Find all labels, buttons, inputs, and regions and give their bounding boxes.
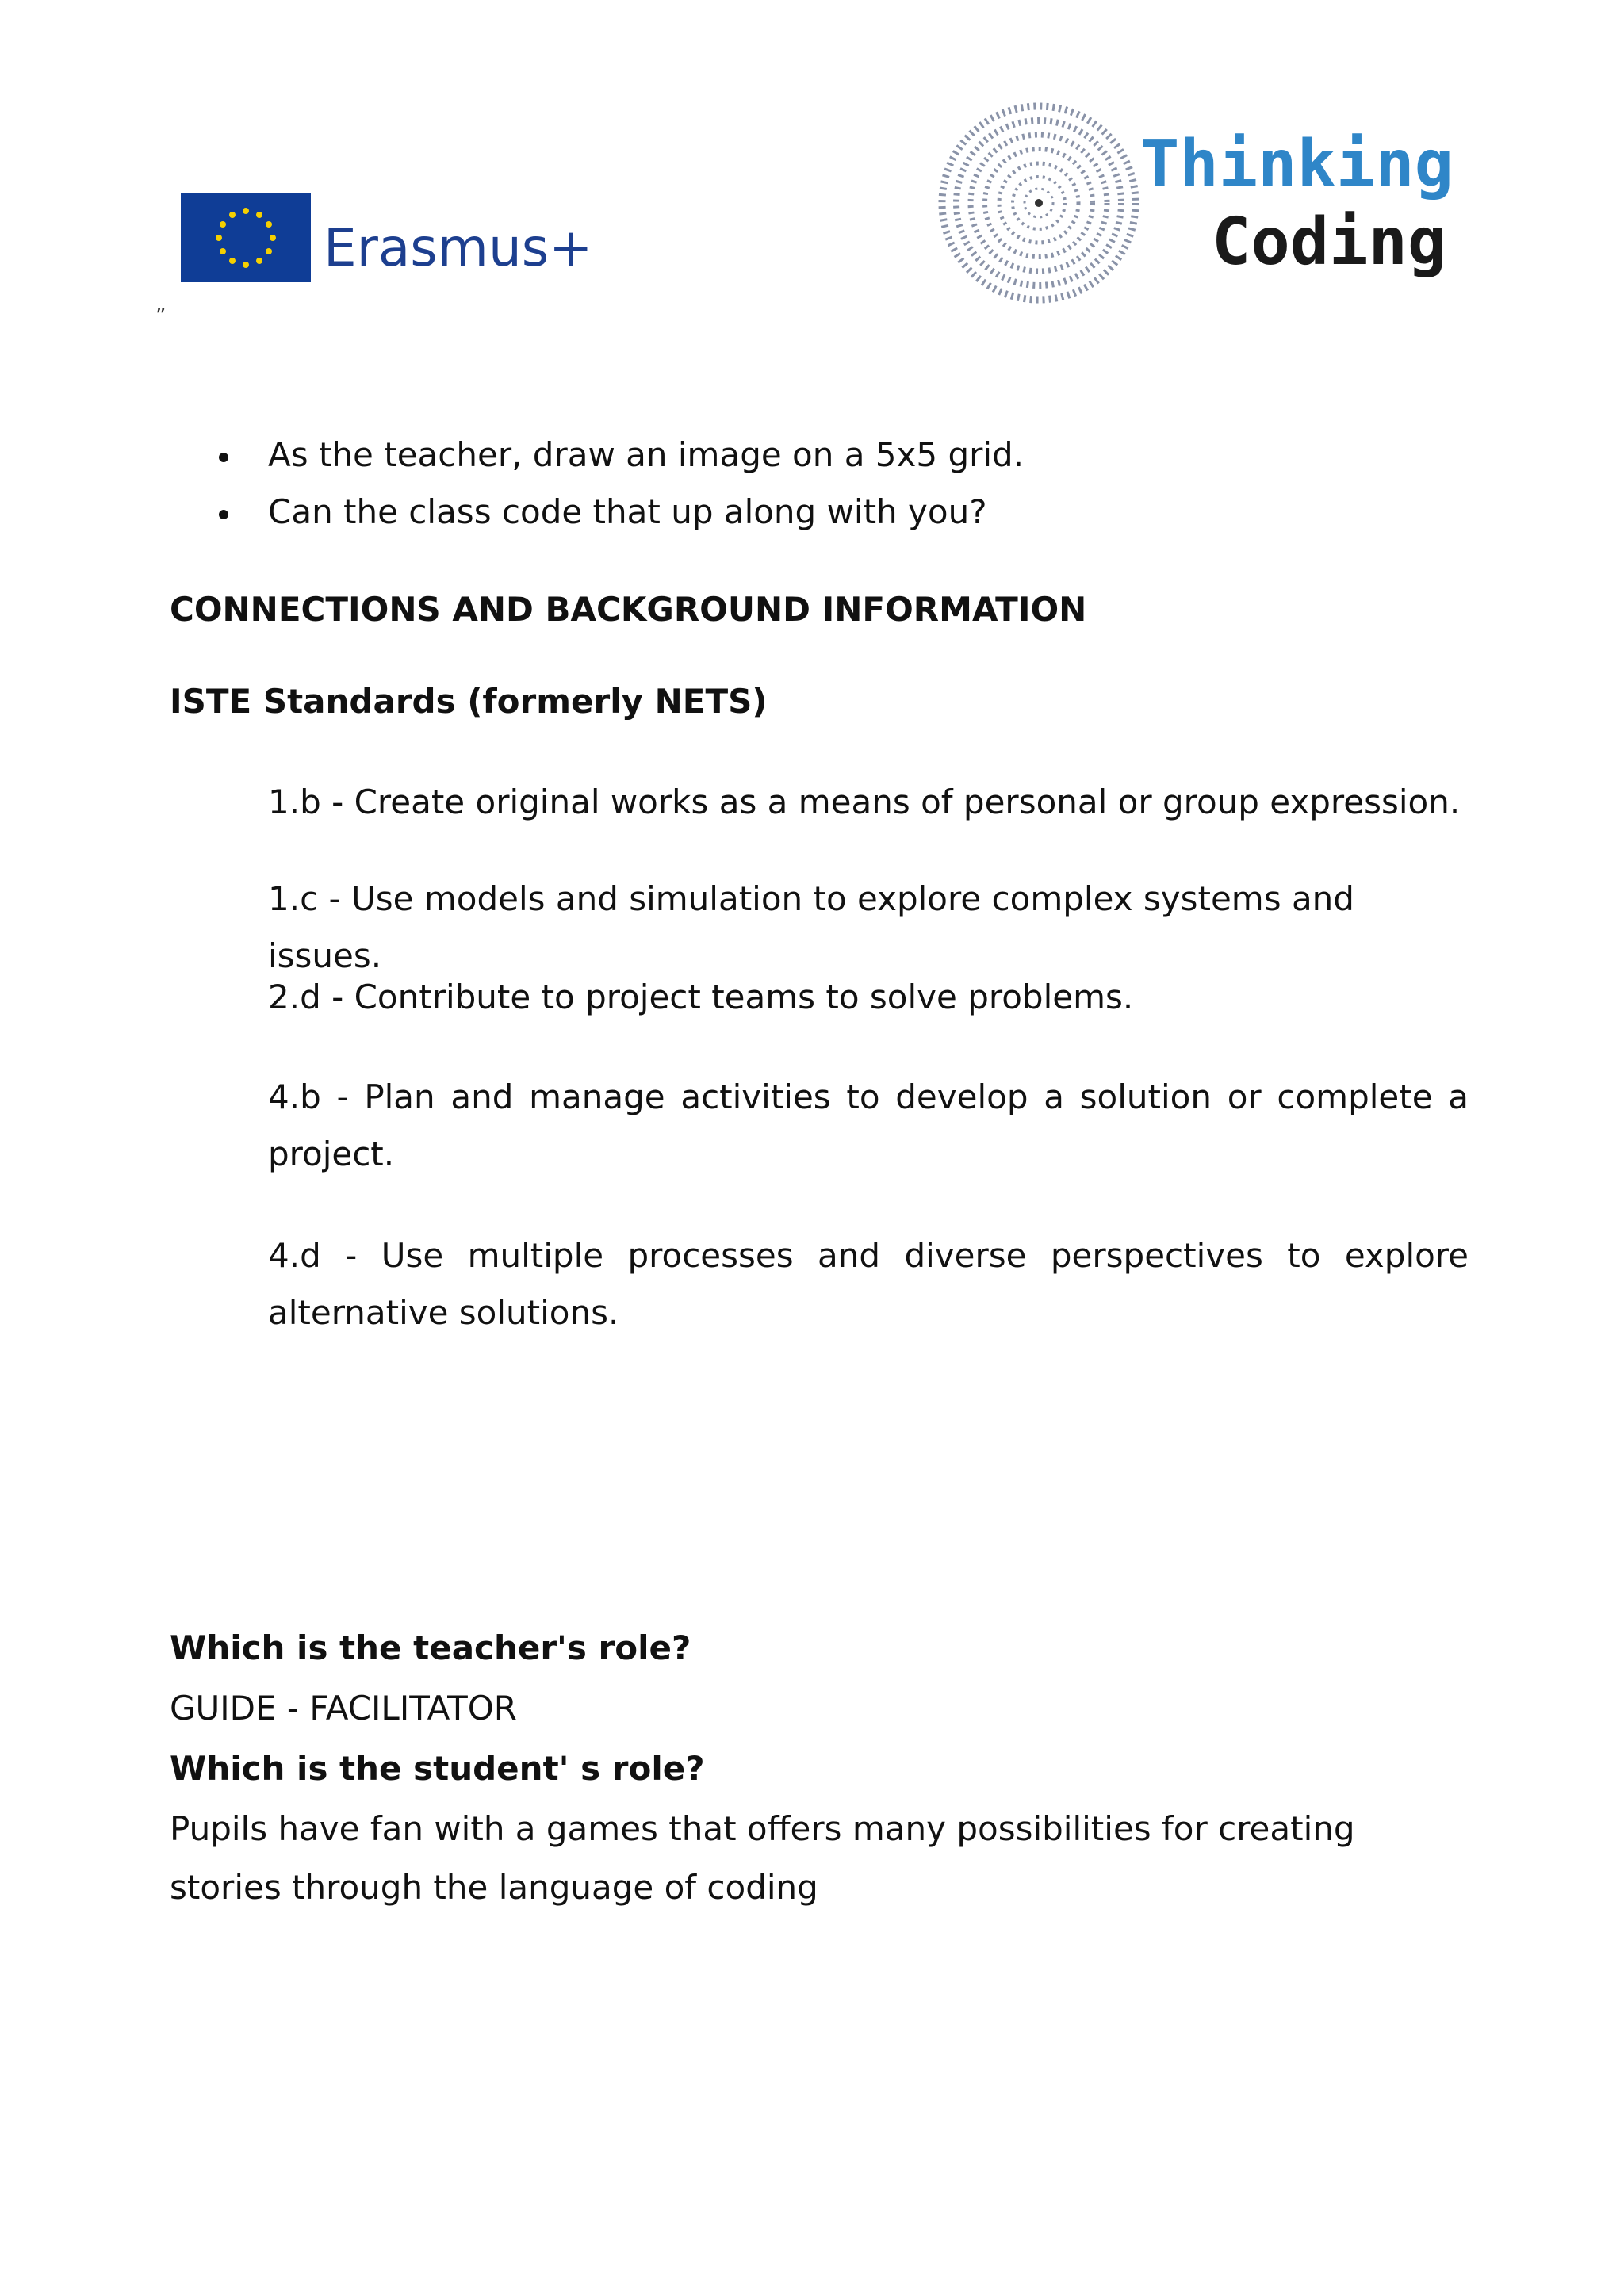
bullet-icon bbox=[219, 453, 228, 462]
student-role-answer: Pupils have fan with a games that offers many possibilities for creating stories through the language of coding bbox=[170, 1809, 1355, 1907]
standard-item: 1.b - Create original works as a means of personal or group expression. bbox=[268, 783, 1461, 821]
connections-heading: CONNECTIONS AND BACKGROUND INFORMATION bbox=[170, 590, 1087, 629]
bullet-icon bbox=[219, 510, 228, 519]
teacher-role-question: Which is the teacher's role? bbox=[170, 1628, 691, 1667]
student-role-question: Which is the student' s role? bbox=[170, 1749, 705, 1788]
standard-item: 1.c - Use models and simulation to explore complex systems and issues. bbox=[268, 879, 1354, 975]
bullet-text: As the teacher, draw an image on a 5x5 grid. bbox=[268, 435, 1025, 474]
erasmus-plus-logo bbox=[181, 193, 609, 289]
thinking-logo-text: Thinking bbox=[1140, 127, 1454, 202]
bullet-text: Can the class code that up along with you? bbox=[268, 492, 987, 531]
standard-item: 4.b - Plan and manage activities to develop a solution or complete a project. bbox=[268, 1077, 1469, 1173]
binary-spiral-emblem-icon bbox=[934, 98, 1143, 308]
stray-quote-mark: ” bbox=[155, 304, 167, 328]
standard-item: 4.d - Use multiple processes and diverse perspectives to explore alternative solutions. bbox=[268, 1236, 1469, 1332]
standard-item: 2.d - Contribute to project teams to solve problems. bbox=[268, 978, 1134, 1016]
eu-flag-icon bbox=[181, 193, 311, 282]
iste-standards-heading: ISTE Standards (formerly NETS) bbox=[170, 682, 768, 721]
erasmus-logo-text: Erasmus+ bbox=[324, 217, 593, 278]
coding-logo-text: Coding bbox=[1212, 205, 1447, 280]
thinking-coding-logo bbox=[934, 98, 1454, 308]
teacher-role-answer: GUIDE - FACILITATOR bbox=[170, 1689, 517, 1728]
